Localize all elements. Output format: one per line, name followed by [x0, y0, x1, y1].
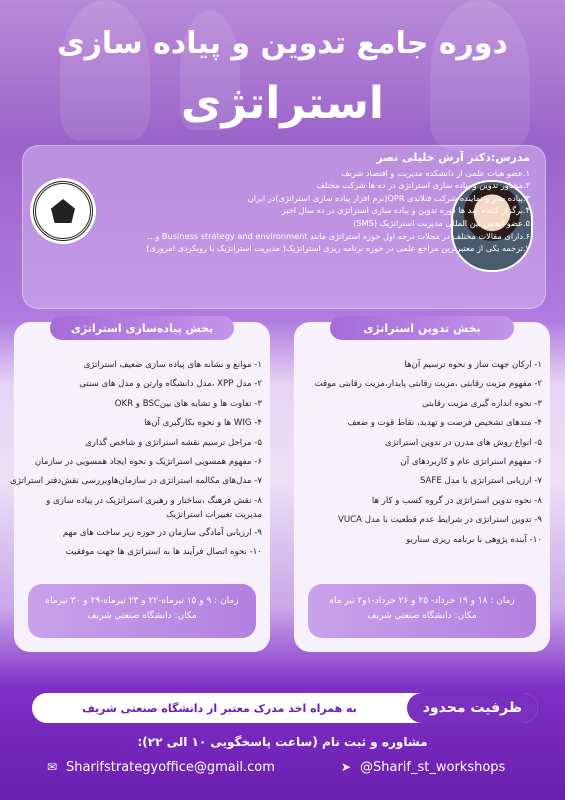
- instructor-name: مدرس:دکتر آرش خلیلی نصر: [376, 151, 530, 164]
- list-item: ۴- متدهای تشخیص فرصت و تهدید، نقاط قوت و ضعف: [347, 418, 542, 429]
- email-address[interactable]: Sharifstrategyoffice@gmail.com: [66, 759, 275, 775]
- email-contact[interactable]: [44, 757, 275, 777]
- logo-ring: [33, 181, 93, 241]
- list-item: ۲- مفهوم مزیت رقابتی ،مزیت رقابتی پایدار،مزیت رقابتی موقت: [314, 379, 542, 390]
- instructor-bullet: ۴.برگزار کننده صد ها دوره تدوین و پیاده سازی استراتژی در ده سال اخیر: [281, 205, 530, 216]
- instructor-info: [110, 152, 530, 255]
- schedule-place: مکان: دانشگاه صنعتی شریف: [87, 611, 197, 621]
- list-item: ۱۰- آینده پژوهی با برنامه ریزی سناریو: [406, 534, 542, 545]
- list-item: ۴- WIG ها و نحوه بکارگیری آن‌ها: [144, 418, 262, 429]
- schedule-time: زمان : ۱۸ و ۱۹ خرداد- ۲۵ و ۲۶ خرداد-۱و۲ تیر ماه: [329, 596, 515, 606]
- instructor-bullet: ۶.دارای مقالات مختلف در مجلات درجه اول حوزه استراتژی مانند Business strategy and environment و...: [147, 230, 530, 241]
- list-item: ۱- موانع و نشانه های پیاده سازی ضعیف استراتژی: [83, 360, 262, 370]
- capacity-banner: [32, 693, 538, 723]
- course-title-main: استراتژی: [181, 78, 384, 129]
- instructor-bullet: ۲.مشاور تدوین و پیاده سازی استراتژی در ده ها شرکت مختلف: [316, 180, 530, 191]
- capacity-tag: ظرفیت محدود: [407, 693, 538, 723]
- consult-registration: مشاوره و ثبت نام (ساعت پاسخگویی ۱۰ الی ۲۲):: [137, 735, 428, 749]
- implementation-list: [10, 356, 262, 563]
- list-item: ۳- نحوه اندازه گیری مزیت رقابتی: [422, 398, 542, 409]
- list-item: ۱۰- نحوه اتصال فرآیند ها به استراتژی ها جهت موفقیت: [65, 547, 262, 558]
- list-item: ۹- تدوین استراتژی در شرایط عدم قطعیت با مدل VUCA: [337, 515, 542, 526]
- formulation-list: [302, 356, 542, 550]
- telegram-icon: ➤: [340, 760, 352, 774]
- list-item: ۸- نقش فرهنگ ،ساختار و رهبری استراتژیک در پیاده سازی و مدیریت تغییرات استراتژیک: [46, 495, 262, 520]
- telegram-handle[interactable]: @Sharif_st_workshops: [360, 759, 506, 775]
- list-item: ۳- تفاوت ها و تشابه های بینBSC و OKR: [114, 398, 262, 409]
- list-item: ۱- ارکان جهت ساز و نحوه ترسیم آن‌ها: [404, 360, 542, 370]
- sharif-university-logo: [30, 178, 96, 244]
- list-item: ۷- ارزیابی استراتژی با مدل SAFE: [419, 476, 542, 487]
- instructor-bullet: ۷.ترجمه یکی از معتبرترین مراجع علمی در حوزه برنامه ریزی استراتژیک( مدیریت استراتژیک با رویکردی امروزی): [146, 243, 530, 254]
- instructor-bullet: ۵.عضو انجمن بین المللی مدیریت استراتژیک (SMS): [353, 217, 530, 228]
- list-item: ۸- نحوه تدوین استراتژی در گروه کسب و کار ها: [371, 495, 542, 506]
- formulation-schedule: [308, 584, 536, 638]
- list-item: ۵- مراحل ترسیم نقشه استراتژی و شاخص گذاری: [85, 437, 262, 448]
- course-title: دوره جامع تدوین و پیاده سازی: [57, 26, 508, 61]
- list-item: ۵- انواع روش های مدرن در تدوین استراتژی: [385, 437, 542, 448]
- schedule-time: زمان : ۹ و ۱۵ تیرماه-۲۲ و ۲۳ تیرماه-۲۹ و ۳۰ تیرماه: [45, 596, 239, 606]
- list-item: ۶- مفهوم همسویی استراتژیک و نحوه ایجاد همسویی در سازمان: [34, 457, 262, 468]
- instructor-bullet: ۳.پیاده ساز و نماینده شرکت فنلاندی QPR(نرم افزار پیاده سازی استراتژی)در ایران: [247, 192, 530, 203]
- list-item: ۷- مدل‌های مکالمه استراتژی در سازمان‌هاوبررسی نقش‌دفتر استراتژی: [10, 476, 262, 487]
- telegram-contact[interactable]: [338, 757, 505, 777]
- implementation-header: بخش پیاده‌سازی استراتژی: [50, 316, 234, 340]
- list-item: ۶- مفهوم استراتژی عام و کاربردهای آن: [400, 457, 542, 468]
- envelope-icon: ✉: [46, 760, 58, 774]
- list-item: ۹- ارزیابی آمادگی سازمان در حوزه زیر ساخت های مهم: [62, 527, 262, 538]
- implementation-schedule: [28, 584, 256, 638]
- instructor-bullet: ۱.عضو هیات علمی از دانشکده مدیریت و اقتصاد شریف: [341, 167, 530, 178]
- schedule-place: مکان: دانشگاه صنعتی شریف: [367, 611, 477, 621]
- logo-emblem: [51, 199, 75, 223]
- formulation-header: بخش تدوین استراتژی: [330, 316, 514, 340]
- formulation-section: [294, 322, 550, 652]
- implementation-section: [10, 321, 270, 652]
- certificate-note: به همراه اخذ مدرک معتبر از دانشگاه صنعتی شریف: [81, 701, 357, 715]
- list-item: ۲- مدل XPP ،مدل دانشگاه وارتن و مدل های سنتی: [79, 379, 262, 390]
